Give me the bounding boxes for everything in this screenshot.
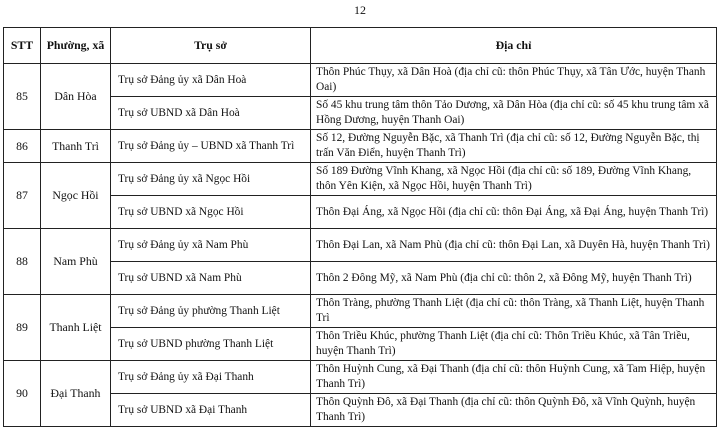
- address-cell: Thôn Tràng, phường Thanh Liệt (địa chỉ cũ: thôn Tràng, xã Thanh Liệt, huyện Thanh Trì: [311, 295, 717, 328]
- address-cell: Thôn Triều Khúc, phường Thanh Liệt (địa chỉ cũ: Thôn Triều Khúc, xã Tân Triều, huyện Thanh Trì): [311, 328, 717, 361]
- header-office: Trụ sở: [111, 28, 311, 64]
- stt-cell: 85: [4, 64, 41, 130]
- ward-cell: Dân Hòa: [41, 64, 111, 130]
- office-cell: Trụ sở UBND xã Ngọc Hồi: [111, 196, 311, 229]
- office-cell: Trụ sở UBND xã Đại Thanh: [111, 394, 311, 427]
- office-cell: Trụ sở Đảng ủy xã Nam Phù: [111, 229, 311, 262]
- address-cell: Số 45 khu trung tâm thôn Tảo Dương, xã Dân Hòa (địa chỉ cũ: số 45 khu trung tâm xã Hồng Dương, huyện Thanh Oai): [311, 97, 717, 130]
- office-cell: Trụ sở Đảng ủy – UBND xã Thanh Trì: [111, 130, 311, 163]
- table-row: [4, 196, 717, 229]
- address-cell: Thôn 2 Đông Mỹ, xã Nam Phù (địa chỉ cũ: thôn 2, xã Đông Mỹ, huyện Thanh Trì): [311, 262, 717, 295]
- table-row: [4, 163, 717, 196]
- table-header-row: [4, 28, 717, 64]
- header-stt: STT: [4, 28, 41, 64]
- stt-cell: 87: [4, 163, 41, 229]
- address-cell: Số 189 Đường Vĩnh Khang, xã Ngọc Hồi (địa chỉ cũ: số 189, Đường Vĩnh Khang, thôn Yên Kiện, xã Ngọc Hồi, huyện Thanh Trì): [311, 163, 717, 196]
- office-cell: Trụ sở Đảng ủy phường Thanh Liệt: [111, 295, 311, 328]
- office-cell: Trụ sở UBND phường Thanh Liệt: [111, 328, 311, 361]
- table-row: [4, 295, 717, 328]
- address-cell: Thôn Đại Lan, xã Nam Phù (địa chỉ cũ: thôn Đại Lan, xã Duyên Hà, huyện Thanh Trì): [311, 229, 717, 262]
- office-cell: Trụ sở UBND xã Dân Hoà: [111, 97, 311, 130]
- table-row: [4, 361, 717, 394]
- ward-cell: Ngọc Hồi: [41, 163, 111, 229]
- stt-cell: 86: [4, 130, 41, 163]
- office-cell: Trụ sở Đảng ủy xã Ngọc Hồi: [111, 163, 311, 196]
- address-cell: Thôn Huỳnh Cung, xã Đại Thanh (địa chỉ cũ: thôn Huỳnh Cung, xã Tam Hiệp, huyện Thanh Trì): [311, 361, 717, 394]
- stt-cell: 90: [4, 361, 41, 427]
- header-ward: Phường, xã: [41, 28, 111, 64]
- page-number: 12: [354, 3, 366, 17]
- office-address-table: [3, 27, 717, 427]
- address-cell: Thôn Đại Áng, xã Ngọc Hồi (địa chỉ cũ: thôn Đại Áng, xã Đại Áng, huyện Thanh Trì): [311, 196, 717, 229]
- table-row: [4, 64, 717, 97]
- stt-cell: 88: [4, 229, 41, 295]
- office-cell: Trụ sở Đảng ủy xã Đại Thanh: [111, 361, 311, 394]
- address-cell: Số 12, Đường Nguyễn Bặc, xã Thanh Trì (địa chỉ cũ: số 12, Đường Nguyễn Bặc, thị trấn Văn Điển, huyện Thanh Trì): [311, 130, 717, 163]
- office-cell: Trụ sở UBND xã Nam Phù: [111, 262, 311, 295]
- table-row: [4, 262, 717, 295]
- ward-cell: Thanh Liệt: [41, 295, 111, 361]
- table-row: [4, 130, 717, 163]
- ward-cell: Nam Phù: [41, 229, 111, 295]
- address-cell: Thôn Phúc Thụy, xã Dân Hoà (địa chỉ cũ: thôn Phúc Thụy, xã Tân Ước, huyện Thanh Oai): [311, 64, 717, 97]
- ward-cell: Thanh Trì: [41, 130, 111, 163]
- table-row: [4, 394, 717, 427]
- address-cell: Thôn Quỳnh Đô, xã Đại Thanh (địa chỉ cũ: thôn Quỳnh Đô, xã Vĩnh Quỳnh, huyện Thanh Trì): [311, 394, 717, 427]
- ward-cell: Đại Thanh: [41, 361, 111, 427]
- table-row: [4, 97, 717, 130]
- office-cell: Trụ sở Đảng ủy xã Dân Hoà: [111, 64, 311, 97]
- header-address: Địa chỉ: [311, 28, 717, 64]
- table-row: [4, 328, 717, 361]
- table-row: [4, 229, 717, 262]
- stt-cell: 89: [4, 295, 41, 361]
